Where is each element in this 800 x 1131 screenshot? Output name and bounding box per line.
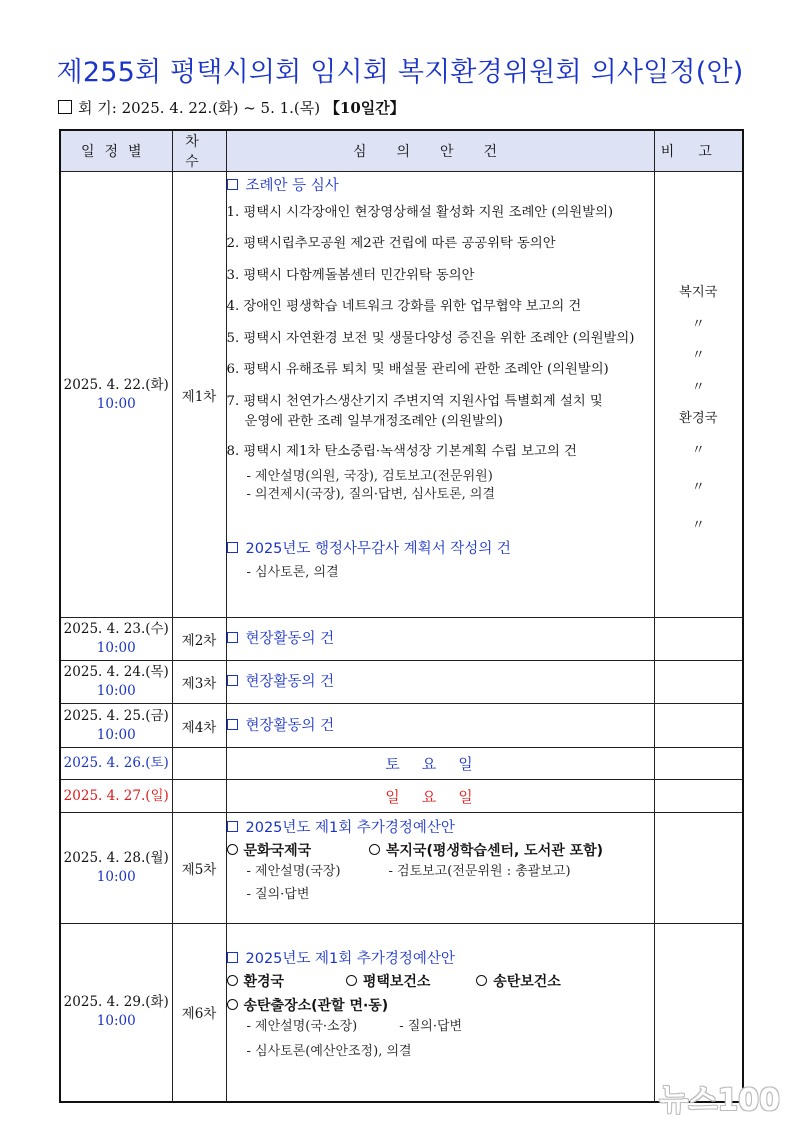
checkbox-square-icon bbox=[58, 100, 72, 114]
note-text: - 제안설명(국·소장) - 질의·답변 bbox=[246, 1019, 463, 1034]
square-bullet-icon bbox=[227, 632, 238, 643]
remark-text: 〃 bbox=[691, 379, 705, 395]
table-row bbox=[60, 748, 743, 780]
list-item: 6. 평택시 유해조류 퇴치 및 배설물 관리에 관한 조례안 (의원발의) bbox=[226, 362, 609, 378]
note-text: - 의견제시(국장), 질의·답변, 심사토론, 의결 bbox=[246, 486, 496, 502]
round-cell: 제3차 bbox=[172, 661, 226, 704]
remark-text: 〃 bbox=[691, 348, 705, 363]
session-period bbox=[58, 97, 405, 118]
list-item: 3. 평택시 다함께돌봄센터 민간위탁 동의안 bbox=[226, 267, 475, 283]
square-bullet-icon bbox=[227, 952, 238, 963]
header-date: 일정별 bbox=[60, 130, 172, 172]
content-cell: 현장활동의 건 bbox=[226, 661, 654, 704]
date-cell: 2025. 4. 29.(화) 10:00 bbox=[60, 924, 172, 1102]
dept-row: 환경국 평택보건소 송탄보건소 bbox=[227, 970, 654, 994]
round-cell: 제4차 bbox=[172, 704, 226, 748]
round-cell: 제5차 bbox=[172, 813, 226, 924]
table-row bbox=[60, 172, 743, 618]
remark-text: 복지국 bbox=[678, 285, 718, 300]
table-row bbox=[60, 924, 743, 1102]
date-cell bbox=[60, 172, 172, 618]
note-text: - 제안설명(의원, 국장), 검토보고(전문위원) bbox=[246, 468, 493, 484]
header-remark: 비고 bbox=[654, 130, 743, 172]
section-heading: 2025년도 제1회 추가경정예산안 bbox=[227, 817, 654, 839]
date-cell: 2025. 4. 23.(수) 10:00 bbox=[60, 618, 172, 661]
remark-text: 〃 bbox=[691, 442, 705, 458]
content-cell: 현장활동의 건 bbox=[226, 618, 654, 661]
content-cell bbox=[226, 172, 654, 618]
remark-text: 환경국 bbox=[678, 411, 718, 426]
remark-cell bbox=[654, 661, 743, 704]
note-text: - 심사토론(예산안조정), 의결 bbox=[246, 1044, 412, 1059]
circle-bullet-icon bbox=[476, 975, 487, 986]
watermark-logo: 뉴스100 bbox=[659, 1083, 780, 1118]
remark-cell bbox=[654, 813, 743, 924]
list-item: 4. 장애인 평생학습 네트워크 강화를 위한 업무협약 보고의 건 bbox=[226, 299, 582, 315]
square-bullet-icon bbox=[227, 542, 238, 553]
agenda-table bbox=[59, 129, 744, 1103]
table-row bbox=[60, 618, 743, 661]
circle-bullet-icon bbox=[227, 975, 238, 986]
circle-bullet-icon bbox=[227, 999, 238, 1010]
page-title: 제255회 평택시의회 임시회 복지환경위원회 의사일정(안) bbox=[56, 57, 744, 88]
section-heading: 2025년도 제1회 추가경정예산안 bbox=[227, 948, 654, 970]
weekend-label: 토요일 bbox=[226, 748, 654, 780]
section-heading: 2025년도 행정사무감사 계획서 작성의 건 bbox=[227, 538, 654, 560]
table-row bbox=[60, 813, 743, 924]
square-bullet-icon bbox=[227, 675, 238, 686]
list-item: 2. 평택시립추모공원 제2관 건립에 따른 공공위탁 동의안 bbox=[226, 236, 556, 252]
table-row bbox=[60, 704, 743, 748]
session-label: 회 기: bbox=[78, 99, 117, 117]
remark-cell bbox=[654, 172, 743, 618]
date-cell: 2025. 4. 24.(목) 10:00 bbox=[60, 661, 172, 704]
remark-text: 〃 bbox=[691, 316, 705, 332]
time-text: 10:00 bbox=[96, 395, 136, 412]
header-content: 심의안건 bbox=[226, 130, 654, 172]
remark-text: 〃 bbox=[691, 518, 705, 533]
circle-bullet-icon bbox=[346, 975, 357, 986]
round-cell: 제6차 bbox=[172, 924, 226, 1102]
dept-row: 송탄출장소(관할 면·동) bbox=[227, 994, 654, 1018]
list-item: 5. 평택시 자연환경 보전 및 생물다양성 증진을 위한 조례안 (의원발의) bbox=[226, 330, 635, 346]
date-cell: 2025. 4. 28.(월) 10:00 bbox=[60, 813, 172, 924]
remark-text: 〃 bbox=[691, 480, 705, 496]
table-row bbox=[60, 780, 743, 813]
list-item: 8. 평택시 제1차 탄소중립·녹색성장 기본계획 수립 보고의 건 bbox=[226, 443, 577, 459]
date-cell: 2025. 4. 26.(토) bbox=[60, 748, 172, 780]
remark-cell bbox=[654, 618, 743, 661]
circle-bullet-icon bbox=[227, 844, 238, 855]
note-text: - 제안설명(국장) - 검토보고(전문위원 : 총괄보고) bbox=[246, 864, 571, 879]
dept-row: 문화국제국 복지국(평생학습센터, 도서관 포함) bbox=[227, 839, 654, 863]
date-cell: 2025. 4. 25.(금) 10:00 bbox=[60, 704, 172, 748]
section-heading: 조례안 등 심사 bbox=[227, 175, 654, 197]
session-days: 【10일간】 bbox=[324, 99, 405, 117]
table-header-row bbox=[60, 130, 743, 172]
weekend-label: 일요일 bbox=[226, 780, 654, 813]
square-bullet-icon bbox=[227, 821, 238, 832]
content-cell bbox=[226, 813, 654, 924]
remark-cell bbox=[654, 704, 743, 748]
round-cell bbox=[172, 748, 226, 780]
header-round: 차수 bbox=[172, 130, 226, 172]
date-cell: 2025. 4. 27.(일) bbox=[60, 780, 172, 813]
list-item: 1. 평택시 시각장애인 현장영상해설 활성화 지원 조례안 (의원발의) bbox=[226, 204, 614, 220]
list-item: 7. 평택시 천연가스생산기지 주변지역 지원사업 특별회계 설치 및 운영에 관한 조례 일부개정조례안 (의원발의) bbox=[226, 394, 603, 429]
square-bullet-icon bbox=[227, 719, 238, 730]
remark-cell bbox=[654, 748, 743, 780]
circle-bullet-icon bbox=[369, 844, 380, 855]
round-cell: 제1차 bbox=[172, 172, 226, 618]
note-text: - 심사토론, 의결 bbox=[246, 564, 339, 580]
remark-cell bbox=[654, 780, 743, 813]
date-text: 2025. 4. 22.(화) bbox=[63, 376, 169, 393]
content-cell: 현장활동의 건 bbox=[226, 704, 654, 748]
square-bullet-icon bbox=[227, 179, 238, 190]
session-dates: 2025. 4. 22.(화) ~ 5. 1.(목) bbox=[121, 99, 321, 117]
content-cell bbox=[226, 924, 654, 1102]
table-row bbox=[60, 661, 743, 704]
note-text: - 질의·답변 bbox=[246, 887, 310, 902]
round-cell bbox=[172, 780, 226, 813]
round-cell: 제2차 bbox=[172, 618, 226, 661]
